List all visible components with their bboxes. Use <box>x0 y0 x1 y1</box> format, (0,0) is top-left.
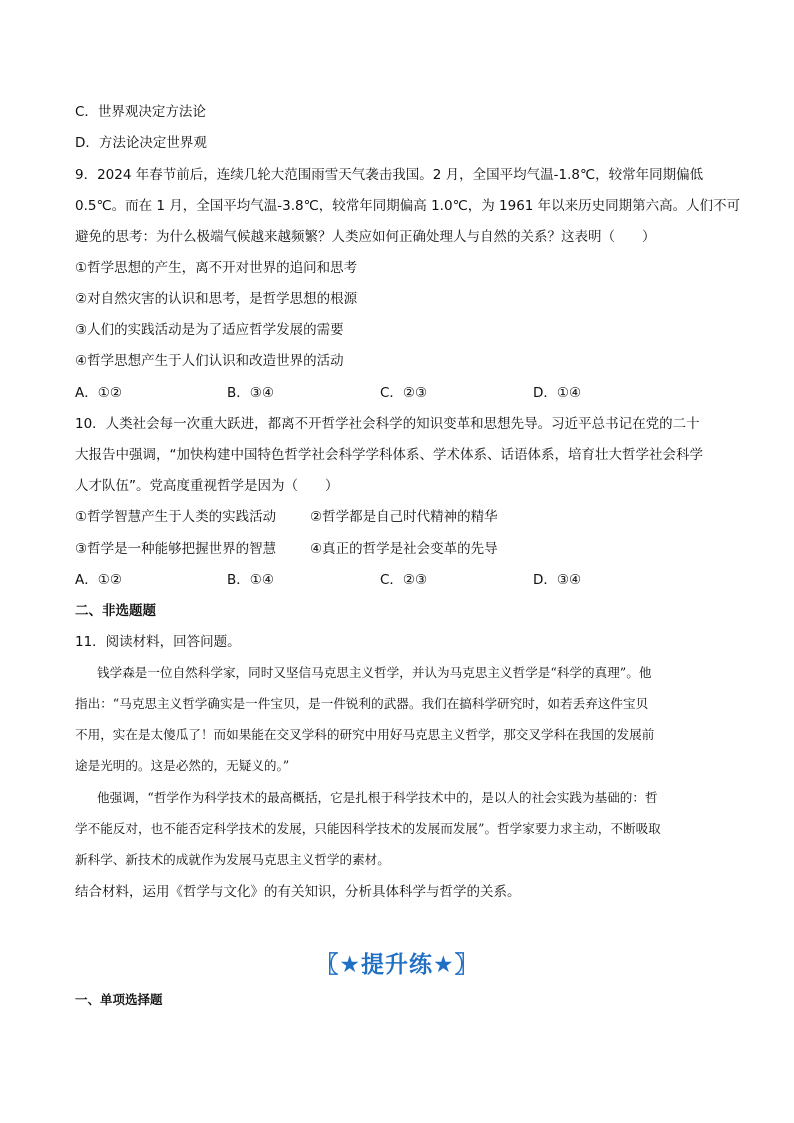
q9-choice-d: D．①④ <box>533 385 582 401</box>
q11-stem: 11．阅读材料，回答问题。 <box>75 634 241 650</box>
q11-material-line-3: 不用，实在是太傻瓜了！而如果能在交叉学科的研究中用好马克思主义哲学，那交叉学科在我国的发展前 <box>75 727 655 742</box>
q10-statement-4: ④真正的哲学是社会变革的先导 <box>310 541 498 557</box>
q9-stem-line-3: 避免的思考：为什么极端气候越来越频繁？人类应如何正确处理人与自然的关系？这表明（ ） <box>75 229 656 245</box>
q9-stem-line-2: 0.5℃。而在 1 月，全国平均气温-3.8℃，较常年同期偏高 1.0℃，为 1961 年以来历史同期第六高。人们不可 <box>75 198 741 214</box>
q9-statement-3: ③人们的实践活动是为了适应哲学发展的需要 <box>75 322 344 338</box>
q10-choice-d: D．③④ <box>533 572 582 588</box>
q9-statement-1: ①哲学思想的产生，离不开对世界的追问和思考 <box>75 260 358 276</box>
q9-choice-b: B．③④ <box>227 385 274 401</box>
q11-material-line-6: 学不能反对，也不能否定科学技术的发展，只能因科学技术的发展而发展”。哲学家要力求主动，不断吸取 <box>75 821 661 836</box>
q10-statement-2: ②哲学都是自己时代精神的精华 <box>310 509 498 525</box>
q10-stem-line-1: 10．人类社会每一次重大跃进，都离不开哲学社会科学的知识变革和思想先导。习近平总书记在党的二十 <box>75 416 700 432</box>
section-heading-single-choice: 一、单项选择题 <box>75 992 163 1007</box>
q9-statement-2: ②对自然灾害的认识和思考，是哲学思想的根源 <box>75 291 358 307</box>
q11-material-line-1: 钱学森是一位自然科学家，同时又坚信马克思主义哲学，并认为马克思主义哲学是“科学的真理”。他 <box>97 665 652 680</box>
q9-stem-line-1: 9．2024 年春节前后，连续几轮大范围雨雪天气袭击我国。2 月，全国平均气温-1.8℃，较常年同期偏低 <box>75 167 704 183</box>
q10-statement-3: ③哲学是一种能够把握世界的智慧 <box>75 541 277 557</box>
q8-option-c: C．世界观决定方法论 <box>75 104 206 120</box>
q8-option-d: D．方法论决定世界观 <box>75 135 207 151</box>
q11-material-line-7: 新科学、新技术的成就作为发展马克思主义哲学的素材。 <box>75 852 390 867</box>
q9-statement-4: ④哲学思想产生于人们认识和改造世界的活动 <box>75 353 344 369</box>
q11-question: 结合材料，运用《哲学与文化》的有关知识，分析具体科学与哲学的关系。 <box>75 884 521 900</box>
practice-banner-title: 〖★提升练★〗 <box>315 952 479 978</box>
q9-choice-c: C．②③ <box>380 385 428 401</box>
q10-statement-1: ①哲学智慧产生于人类的实践活动 <box>75 509 277 525</box>
q10-choice-c: C．②③ <box>380 572 428 588</box>
q9-choice-a: A．①② <box>75 385 122 401</box>
q10-stem-line-2: 大报告中强调，“加快构建中国特色哲学社会科学学科体系、学术体系、话语体系，培育壮大哲学社会科学 <box>75 447 703 463</box>
q10-stem-line-3: 人才队伍”。党高度重视哲学是因为（ ） <box>75 478 339 494</box>
q11-material-line-2: 指出：“马克思主义哲学确实是一件宝贝，是一件锐利的武器。我们在搞科学研究时，如若丢弃这件宝贝 <box>75 696 649 711</box>
section-heading-non-choice: 二、非选题题 <box>75 603 156 619</box>
q10-choice-a: A．①② <box>75 572 122 588</box>
q10-choice-b: B．①④ <box>227 572 274 588</box>
q11-material-line-5: 他强调，“哲学作为科学技术的最高概括，它是扎根于科学技术中的，是以人的社会实践为基础的：哲 <box>97 790 658 805</box>
q11-material-line-4: 途是光明的。这是必然的，无疑义的。” <box>75 758 290 773</box>
